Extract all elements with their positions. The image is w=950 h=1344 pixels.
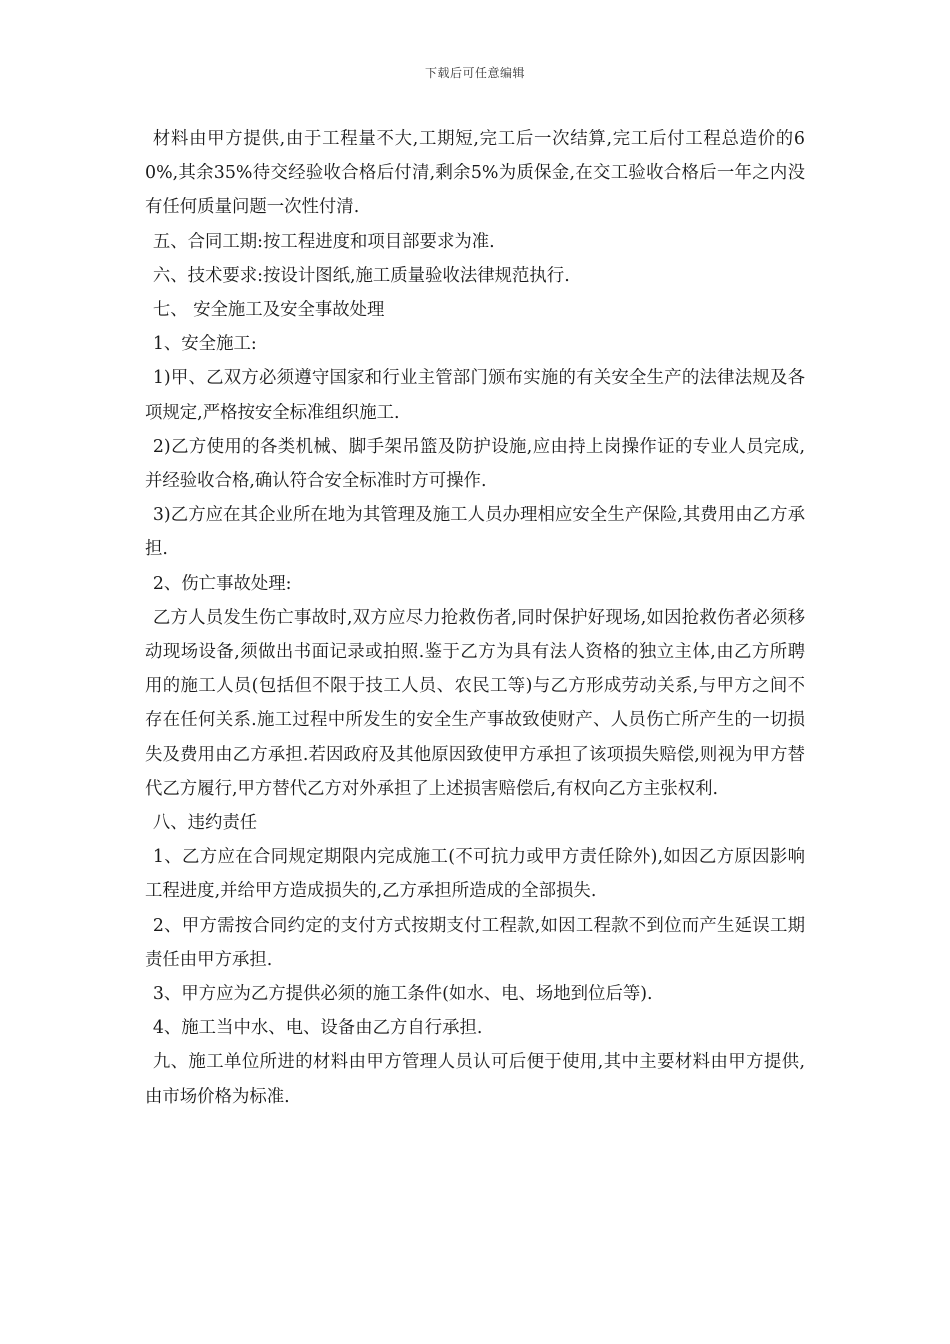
paragraph-breach-item-3: 3、甲方应为乙方提供必须的施工条件(如水、电、场地到位后等). xyxy=(152,984,653,1005)
paragraph-safety-item-1: 1)甲、乙双方必须遵守国家和行业主管部门颁布实施的有关安全生产的法律法规及各项规定,严格按安全标准组织施工. xyxy=(145,368,805,423)
section-heading-breach: 八、违约责任 xyxy=(152,813,258,834)
paragraph-breach-item-4: 4、施工当中水、电、设备由乙方自行承担. xyxy=(152,1018,483,1039)
paragraph-safety-item-3: 3)乙方应在其企业所在地为其管理及施工人员办理相应安全生产保险,其费用由乙方承担. xyxy=(145,505,805,560)
paragraph-materials: 九、施工单位所进的材料由甲方管理人员认可后便于使用,其中主要材料由甲方提供,由市场价格为标准. xyxy=(145,1052,805,1107)
paragraph-technical-requirements: 六、技术要求:按设计图纸,施工质量验收法律规范执行. xyxy=(152,265,570,286)
paragraph-contract-period: 五、合同工期:按工程进度和项目部要求为准. xyxy=(152,231,495,252)
paragraph-breach-item-1: 1、乙方应在合同规定期限内完成施工(不可抗力或甲方责任除外),如因乙方原因影响工程进度,并给甲方造成损失的,乙方承担所造成的全部损失. xyxy=(145,847,805,902)
paragraph-payment-terms: 材料由甲方提供,由于工程量不大,工期短,完工后一次结算,完工后付工程总造价的60%,其余35%待交经验收合格后付清,剩余5%为质保金,在交工验收合格后一年之内没有任何质量问题一次性付清. xyxy=(145,129,805,218)
paragraph-safety-item-2: 2)乙方使用的各类机械、脚手架吊篮及防护设施,应由持上岗操作证的专业人员完成,并经验收合格,确认符合安全标准时方可操作. xyxy=(145,436,805,492)
subsection-heading-safe-construction: 1、安全施工: xyxy=(152,334,257,355)
page-header: 下载后可任意编辑 xyxy=(424,66,525,80)
document-body xyxy=(145,122,805,1114)
paragraph-breach-item-2: 2、甲方需按合同约定的支付方式按期支付工程款,如因工程款不到位而产生延误工期责任由甲方承担. xyxy=(145,915,805,970)
paragraph-accident-handling: 乙方人员发生伤亡事故时,双方应尽力抢救伤者,同时保护好现场,如因抢救伤者必须移动现场设备,须做出书面记录或拍照.鉴于乙方为具有法人资格的独立主体,由乙方所聘用的施工人员(包括但不限于技工人员、农民工等)与乙方形成劳动关系,与甲方之间不存在任何关系.施工过程中所发生的安全生产事故致使财产、人员伤亡所产生的一切损失及费用由乙方承担.若因政府及其他原因致使甲方承担了该项损失赔偿,则视为甲方替代乙方履行,甲方替代乙方对外承担了上述损害赔偿后,有权向乙方主张权利. xyxy=(145,607,805,799)
subsection-heading-accident-handling: 2、伤亡事故处理: xyxy=(152,573,292,594)
section-heading-safety: 七、 安全施工及安全事故处理 xyxy=(152,300,385,321)
